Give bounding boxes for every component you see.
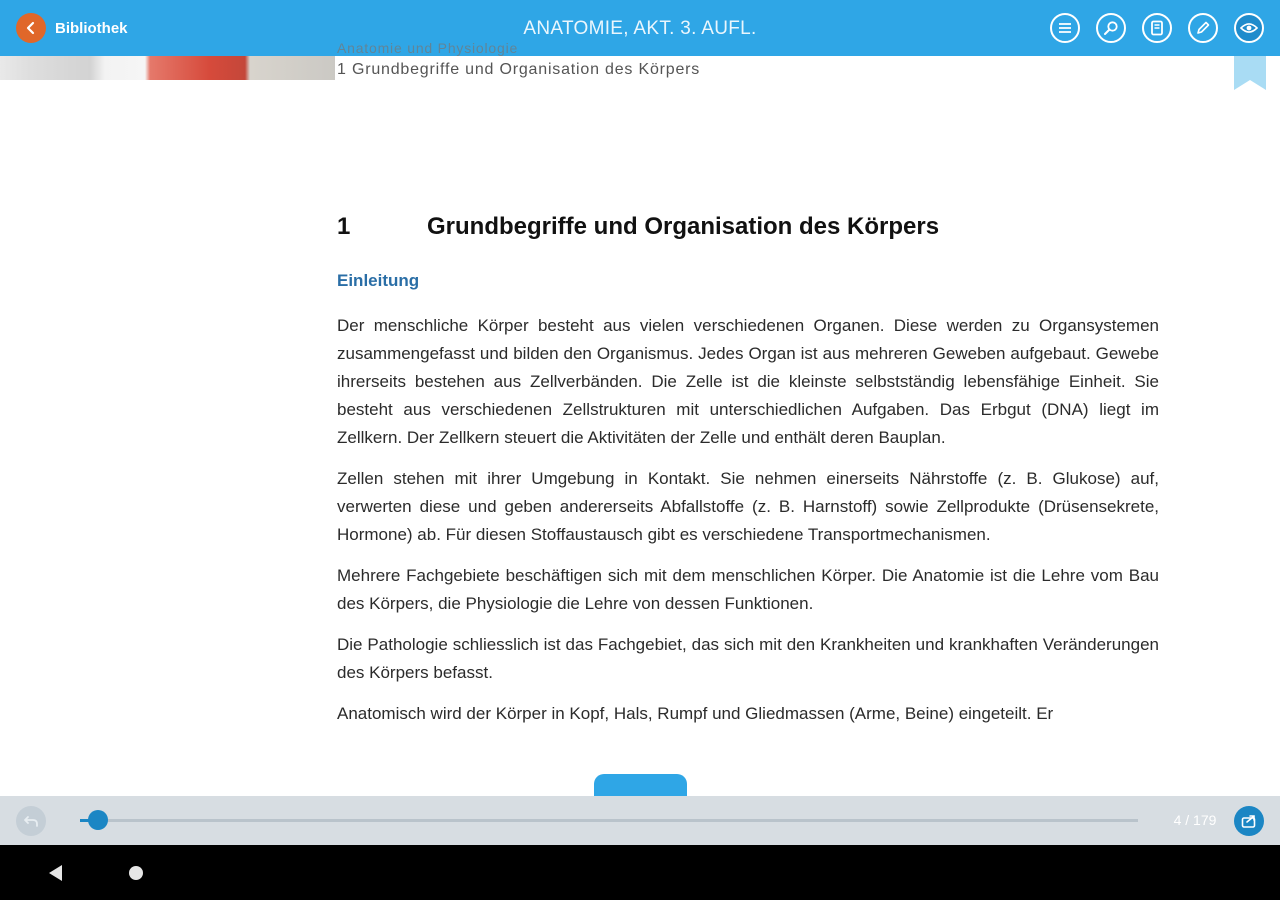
body-text [337,312,1159,741]
list-icon[interactable] [1050,13,1080,43]
share-export-button[interactable] [1234,806,1264,836]
search-icon[interactable] [1096,13,1126,43]
book-title: ANATOMIE, AKT. 3. AUFL. [523,18,757,39]
section-heading: Einleitung [337,271,420,290]
notes-icon[interactable] [1142,13,1172,43]
page-slider-thumb[interactable] [88,810,108,830]
eye-icon[interactable] [1234,13,1264,43]
paragraph: Die Pathologie schliesslich ist das Fachgebiet, das sich mit den Krankheiten und krankhaften Veränderungen des Körpers befasst. [337,635,1159,682]
chapter-title: Grundbegriffe und Organisation des Körpers [427,213,940,240]
system-navigation-bar [0,845,1280,900]
system-home-icon[interactable] [129,866,143,880]
paragraph: Der menschliche Körper besteht aus vielen verschiedenen Organen. Diese werden zu Organsystemen zusammengefasst und bilden den Organismus. Jedes Organ ist aus mehreren Geweben aufgebaut. Gewebe ihrerseits bestehen aus Zellverbänden. Die Zelle ist die kleinste selbstständig lebensfähige Einheit. Sie besteht aus verschiedenen Zellstrukturen mit unterschiedlichen Aufgaben. Das Erbgut (DNA) liegt im Zellkern. Der Zellkern steuert die Aktivitäten der Zelle und enthält deren Bauplan. [337,316,1159,447]
pencil-icon[interactable] [1188,13,1218,43]
back-label: Bibliothek [55,19,128,37]
running-header-chapter: 1 Grundbegriffe und Organisation des Körpers [337,61,701,78]
running-header-book: Anatomie und Physiologie [337,40,519,56]
undo-navigation-button[interactable] [16,806,46,836]
toolbar-toggle-tab[interactable] [594,774,687,798]
bookmark-icon[interactable] [1234,56,1266,90]
system-back-icon[interactable] [46,863,64,883]
page-navigation-bar [0,796,1280,845]
running-header [337,40,700,79]
page-slider[interactable] [80,819,1138,822]
paragraph: Anatomisch wird der Körper in Kopf, Hals, Rumpf und Gliedmassen (Arme, Beine) eingeteilt. Er [337,704,1054,723]
chapter-number: 1 [337,213,351,240]
previous-page-strip [0,56,335,80]
paragraph: Zellen stehen mit ihrer Umgebung in Kontakt. Sie nehmen einerseits Nährstoffe (z. B. Glukose) auf, verwerten diese und geben andererseits Abfallstoffe (z. B. Harnstoff) sowie Zellprodukte (Drüsensekrete, Hormone) ab. Für diesen Stoffaustausch gibt es verschiedene Transportmechanismen. [337,469,1159,544]
paragraph: Mehrere Fachgebiete beschäftigen sich mit dem menschlichen Körper. Die Anatomie ist die Lehre vom Bau des Körpers, die Physiologie die Lehre von dessen Funktionen. [337,566,1159,613]
page-counter: 4 / 179 [1173,812,1217,828]
